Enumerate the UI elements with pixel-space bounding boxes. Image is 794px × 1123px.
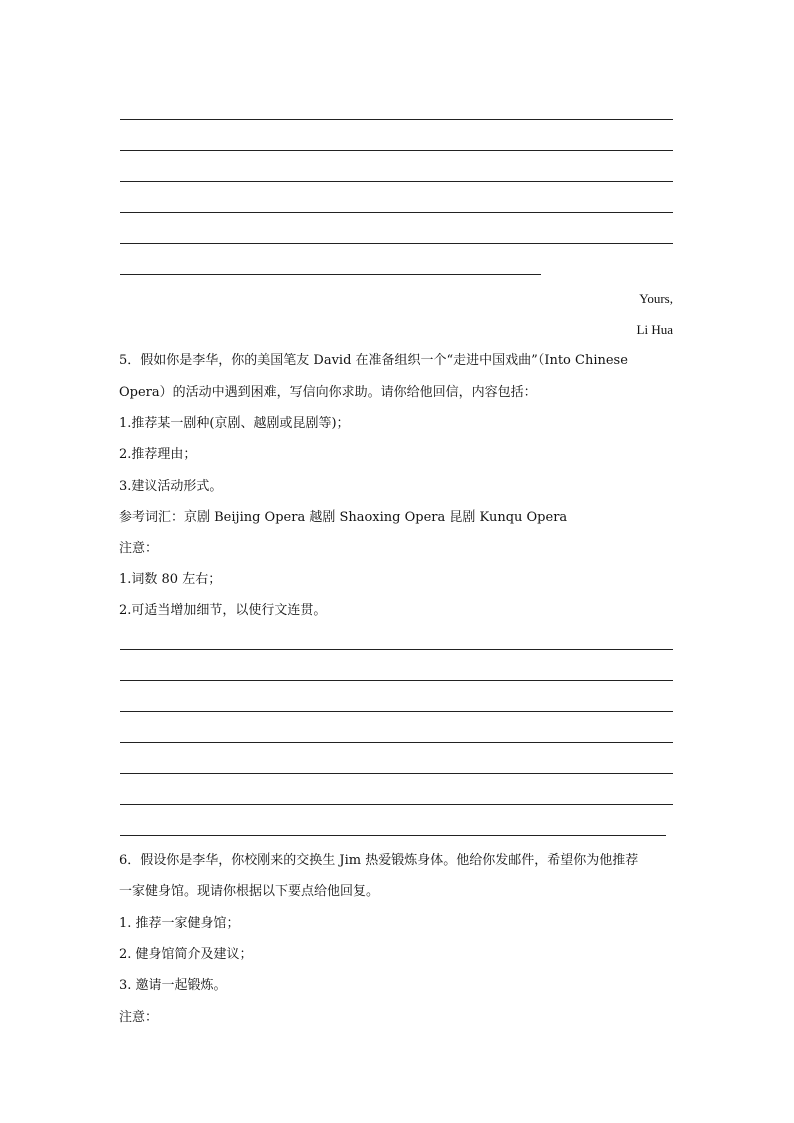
letter-closing: Yours, (639, 291, 673, 306)
q5-note-title: 注意： (119, 541, 159, 556)
writing-line (120, 274, 541, 275)
q6-stem-line-2: 一家健身馆。现请你根据以下要点给他回复。 (119, 884, 380, 899)
writing-line (120, 243, 673, 244)
q6-point-1: 1. 推荐一家健身馆； (119, 916, 240, 931)
writing-line (120, 150, 673, 151)
q5-point-1: 1.推荐某一剧种(京剧、越剧或昆剧等)； (119, 416, 350, 431)
q6-point-3: 3. 邀请一起锻炼。 (119, 978, 227, 993)
q5-note-2: 2.可适当增加细节，以使行文连贯。 (119, 603, 327, 618)
q5-point-3: 3.建议活动形式。 (119, 479, 223, 494)
writing-line (120, 804, 673, 805)
writing-line (120, 680, 673, 681)
q5-point-2: 2.推荐理由； (119, 447, 197, 462)
q5-note-1: 1.词数 80 左右； (119, 572, 222, 587)
writing-line (120, 212, 673, 213)
q5-stem-line-2: Opera）的活动中遇到困难，写信向你求助。请你给他回信，内容包括： (119, 385, 537, 400)
q5-vocabulary: 参考词汇：京剧 Beijing Opera 越剧 Shaoxing Opera 昆剧 Kunqu Opera (119, 510, 568, 525)
writing-line (120, 773, 673, 774)
q6-stem-line-1: 6．假设你是李华，你校刚来的交换生 Jim 热爱锻炼身体。他给你发邮件，希望你为他推荐 (119, 853, 639, 868)
q6-note-title: 注意： (119, 1010, 159, 1025)
writing-line (120, 119, 673, 120)
writing-line (120, 649, 673, 650)
writing-line (120, 835, 666, 836)
writing-line (120, 742, 673, 743)
letter-signature-name: Li Hua (636, 322, 673, 337)
writing-line (120, 711, 673, 712)
writing-line (120, 181, 673, 182)
q5-stem-line-1: 5．假如你是李华，你的美国笔友 David 在准备组织一个“走进中国戏曲”（Into Chinese (119, 353, 628, 368)
q6-point-2: 2. 健身馆简介及建议； (119, 947, 253, 962)
